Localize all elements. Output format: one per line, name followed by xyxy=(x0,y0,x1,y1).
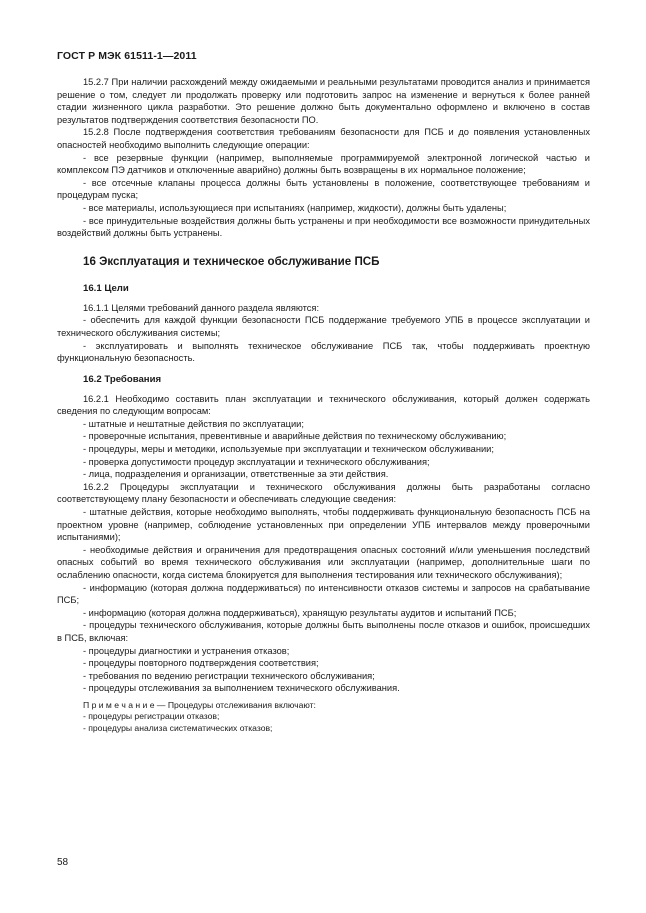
list-item: - все резервные функции (например, выполняемые программируемой электронной логической частью и комплексом ПЭ датчиков и отключенные аварийно) должны быть возвращены в их нормальное положение; xyxy=(57,152,590,176)
section-heading: 16 Эксплуатация и техническое обслуживание ПСБ xyxy=(83,254,380,268)
list-item: - все отсечные клапаны процесса должны быть установлены в положение, соответствующее требованиям и процедурам пуска; xyxy=(57,177,590,201)
list-item: - информацию (которая должна поддерживаться) по интенсивности отказов системы и запросов на срабатывание ПСБ; xyxy=(57,582,590,606)
note-block xyxy=(57,700,590,734)
paragraph: 16.2.2 Процедуры эксплуатации и технического обслуживания должны быть разработаны согласно соответствующему плану безопасности и обеспечивать следующие сведения: xyxy=(57,481,590,505)
paragraph: 15.2.8 После подтверждения соответствия требованиям безопасности для ПСБ и до появления установленных опасностей необходимо выполнить следующие операции: xyxy=(57,127,590,150)
note-item: - процедуры анализа систематических отказов; xyxy=(83,722,273,733)
document-body xyxy=(57,76,590,734)
paragraph: 16.1.1 Целями требований данного раздела являются: xyxy=(83,302,320,313)
list-item: - процедуры отслеживания за выполнением технического обслуживания. xyxy=(83,683,400,694)
page-number: 58 xyxy=(57,857,69,868)
list-item: - все материалы, использующиеся при испытаниях (например, жидкости), должны быть удалены; xyxy=(83,202,507,213)
list-item: - проверка допустимости процедур эксплуатации и технического обслуживания; xyxy=(83,456,430,467)
subsection-heading: 16.2 Требования xyxy=(83,373,162,385)
list-item: - проверочные испытания, превентивные и аварийные действия по техническому обслуживанию; xyxy=(83,431,507,442)
paragraph: 16.2.1 Необходимо составить план эксплуатации и технического обслуживания, который должен содержать сведения по следующим вопросам: xyxy=(57,393,590,417)
list-item: - штатные и нештатные действия по эксплуатации; xyxy=(83,418,304,429)
list-item: - лица, подразделения и организации, ответственные за эти действия. xyxy=(83,469,389,480)
list-item: - требования по ведению регистрации технического обслуживания; xyxy=(83,670,375,681)
list-item: - все принудительные воздействия должны быть устранены и при необходимости все возможности принудительных воздействий должны быть устранены. xyxy=(57,215,590,239)
list-item: - обеспечить для каждой функции безопасности ПСБ поддержание требуемого УПБ в процессе эксплуатации и технического обслуживания системы; xyxy=(57,315,590,338)
list-item: - эксплуатировать и выполнять техническое обслуживание ПСБ так, чтобы поддерживать проектную функциональную безопасность. xyxy=(57,340,590,364)
document-header: ГОСТ Р МЭК 61511-1—2011 xyxy=(57,50,197,62)
list-item: - процедуры, меры и методики, используемые при эксплуатации и техническом обслуживании; xyxy=(83,444,494,455)
list-item: - процедуры повторного подтверждения соответствия; xyxy=(83,658,319,669)
list-item: - штатные действия, которые необходимо выполнять, чтобы поддерживать функциональную безопасность ПСБ на проектном уровне (например, соблюдение установленных при определении УПБ интервалов между проверочными испытаниями); xyxy=(57,507,590,543)
subsection-heading: 16.1 Цели xyxy=(83,282,129,294)
paragraph: 15.2.7 При наличии расхождений между ожидаемыми и реальными результатами проводится анализ и принимается решение о том, следует ли продолжать проверку или подготовить запрос на изменение и вернуться к более ранней стадии жизненного цикла разработки. Это решение должно быть документально оформлено и включено в состав результатов подтверждения соответствия безопасности ПО. xyxy=(57,77,590,125)
note-item: - процедуры регистрации отказов; xyxy=(83,711,220,722)
list-item: - процедуры технического обслуживания, которые должны быть выполнены после отказов и ошибок, происшедших в ПСБ, включая: xyxy=(57,620,590,643)
note-title: П р и м е ч а н и е — Процедуры отслеживания включают: xyxy=(83,699,316,710)
list-item: - процедуры диагностики и устранения отказов; xyxy=(83,645,290,656)
list-item: - необходимые действия и ограничения для предотвращения опасных состояний и/или уменьшения последствий опасных событий во время технического обслуживания или эксплуатации (например, дополнительные шаги по ослаблению опасности, когда система блокируется для выполнения тестирования или технического обслуживания); xyxy=(57,544,590,580)
list-item: - информацию (которая должна поддерживаться), хранящую результаты аудитов и испытаний ПСБ; xyxy=(83,607,517,618)
